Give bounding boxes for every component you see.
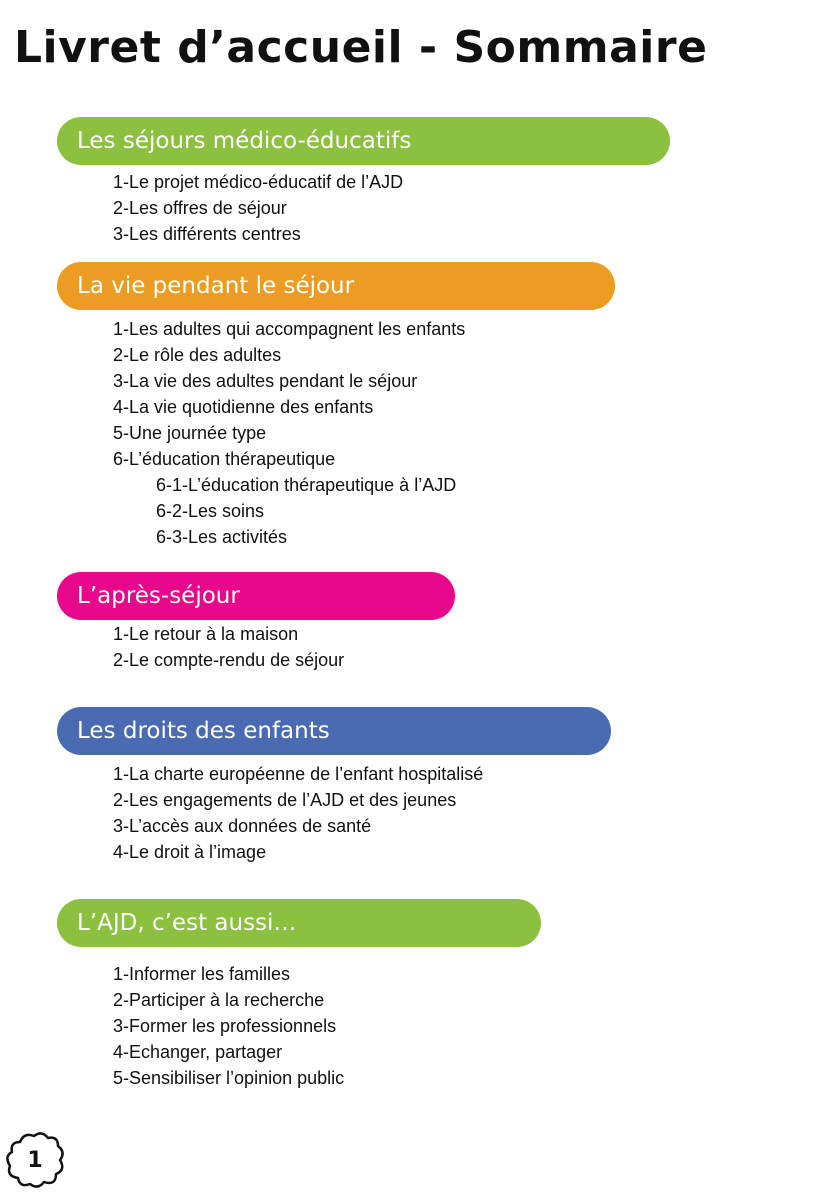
- section-heading: L’après-séjour: [57, 572, 455, 620]
- list-subitem: 6-3-Les activités: [156, 527, 288, 547]
- section-items: [113, 316, 465, 550]
- section-items: [113, 761, 483, 865]
- list-item: 4-Echanger, partager: [113, 1042, 283, 1062]
- page-title: Livret d’accueil - Sommaire: [14, 22, 708, 73]
- list-item: 2-Le rôle des adultes: [113, 345, 282, 365]
- page-number-badge: [2, 1128, 68, 1194]
- list-item: 3-Les différents centres: [113, 224, 301, 244]
- list-item: 5-Sensibiliser l’opinion public: [113, 1068, 345, 1088]
- list-item: 3-La vie des adultes pendant le séjour: [113, 371, 418, 391]
- list-subitem: 6-2-Les soins: [156, 501, 265, 521]
- section-heading: La vie pendant le séjour: [57, 262, 615, 310]
- list-item: 1-Les adultes qui accompagnent les enfants: [113, 319, 466, 339]
- list-item: 4-La vie quotidienne des enfants: [113, 397, 374, 417]
- list-item: 1-Le projet médico-éducatif de l’AJD: [113, 172, 404, 192]
- list-item: 2-Participer à la recherche: [113, 990, 325, 1010]
- list-item: 1-La charte européenne de l’enfant hospitalisé: [113, 764, 484, 784]
- section-heading: L’AJD, c’est aussi…: [57, 899, 541, 947]
- list-item: 3-Former les professionnels: [113, 1016, 337, 1036]
- page-number: 1: [27, 1148, 43, 1173]
- list-item: 1-Informer les familles: [113, 964, 291, 984]
- list-item: 2-Le compte-rendu de séjour: [113, 650, 345, 670]
- list-subitem: 6-1-L’éducation thérapeutique à l’AJD: [156, 475, 457, 495]
- section-heading: Les séjours médico-éducatifs: [57, 117, 670, 165]
- section-items: [113, 961, 344, 1091]
- section-items: [113, 169, 403, 247]
- list-item: 3-L’accès aux données de santé: [113, 816, 372, 836]
- list-item: 2-Les offres de séjour: [113, 198, 287, 218]
- list-item: 6-L’éducation thérapeutique: [113, 449, 336, 469]
- list-item: 4-Le droit à l’image: [113, 842, 267, 862]
- section-heading: Les droits des enfants: [57, 707, 611, 755]
- list-item: 2-Les engagements de l’AJD et des jeunes: [113, 790, 457, 810]
- section-items: [113, 621, 344, 673]
- list-item: 5-Une journée type: [113, 423, 267, 443]
- list-item: 1-Le retour à la maison: [113, 624, 299, 644]
